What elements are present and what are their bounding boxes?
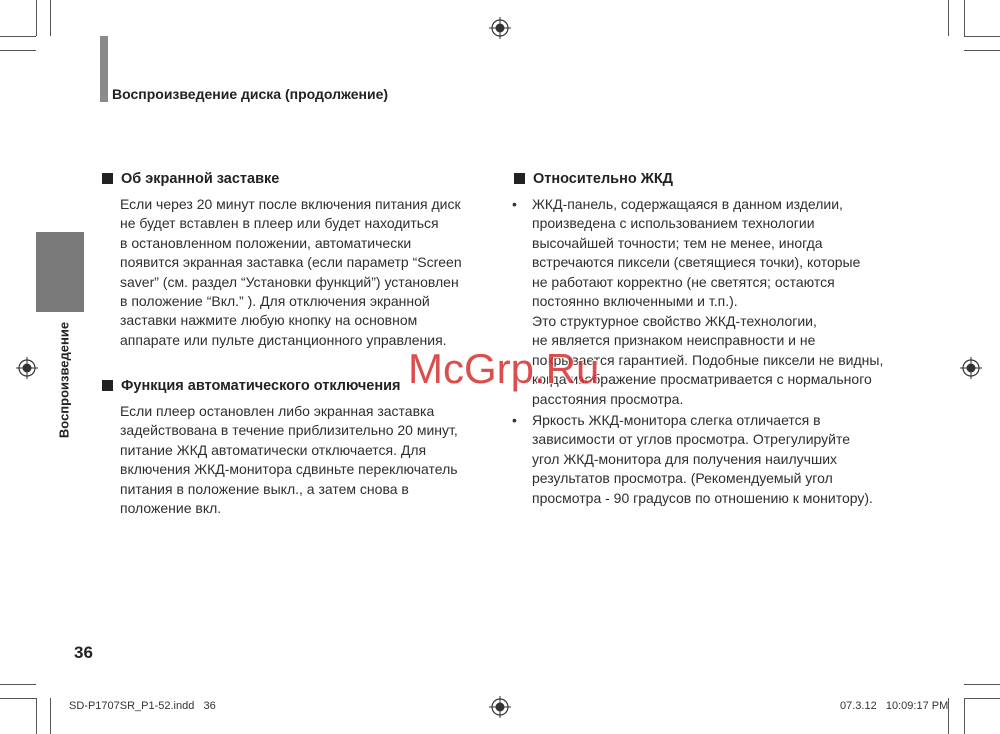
crop-mark [964,698,1000,699]
crop-mark [50,698,51,734]
page-title: Воспроизведение диска (продолжение) [112,86,389,102]
registration-mark-icon [489,17,511,39]
registration-mark-icon [489,696,511,718]
crop-mark [964,50,1000,51]
registration-mark-icon [960,357,982,379]
side-tab [36,232,84,312]
section-heading-screensaver: Об экранной заставке [102,171,279,187]
square-bullet-icon [102,380,113,391]
crop-mark [36,0,37,36]
section-heading-auto-off: Функция автоматического отключения [102,378,400,394]
lcd-bullet-2: Яркость ЖКД-монитора слегка отличается в зависимости от углов просмотра. Отрегулируйте угол ЖКД-монитора для получения наилучших результатов просмотра. (Рекомендуемый угол просмотра - 90 градусов по отношению к монитору). [532,412,873,506]
square-bullet-icon [514,173,525,184]
crop-mark [0,50,36,51]
square-bullet-icon [102,173,113,184]
crop-mark [50,0,51,36]
footer-file-info: SD-P1707SR_P1-52.indd 36 [69,700,216,712]
section-body-auto-off: Если плеер остановлен либо экранная заставка задействована в течение приблизительно 20 минут, питание ЖКД автоматически отключается. Для включения ЖКД-монитора сдвиньте переключатель питания в положение выкл., а затем снова в положение вкл. [120,403,458,517]
section-body-screensaver: Если через 20 минут после включения питания диск не будет вставлен в плеер или будет находиться в остановленном положении, автоматически появится экранная заставка (если параметр “Screen saver” (см. раздел “Установки функций”) установлен в положение “Вкл.” ). Для отключения экранной заставки нажмите любую кнопку на основном аппарате или пульте дистанционного управления. [120,196,462,348]
lcd-bullet-1: ЖКД-панель, содержащаяся в данном изделии, произведена с использованием технологии высочайшей точности; тем не менее, иногда встречаются пиксели (светящиеся точки), которые не работают корректно (не светятся; остаются постоянно включенными и т.п.). [532,196,861,310]
watermark: McGrp.Ru [408,345,600,392]
side-tab-label: Воспроизведение [56,321,72,439]
crop-mark [0,698,36,699]
bullet-dot: • [512,412,517,428]
crop-mark [964,698,965,734]
crop-mark [964,684,1000,685]
lcd-bullet-1-continued: Это структурное свойство ЖКД-технологии, не является признаком неисправности и не покрывается гарантией. Подобные пиксели не видны, когда изображение просматривается с нормального расстояния просмотра. [532,313,884,407]
crop-mark [0,684,36,685]
registration-mark-icon [16,357,38,379]
crop-mark [36,698,37,734]
crop-mark [964,36,1000,37]
section-heading-lcd: Относительно ЖКД [514,171,673,187]
bullet-dot: • [512,196,517,212]
crop-mark [0,36,36,37]
page-number: 36 [74,643,93,662]
crop-mark [964,0,965,36]
crop-mark [948,0,949,36]
footer-timestamp: 07.3.12 10:09:17 PM [840,700,949,712]
header-bar [100,36,108,102]
